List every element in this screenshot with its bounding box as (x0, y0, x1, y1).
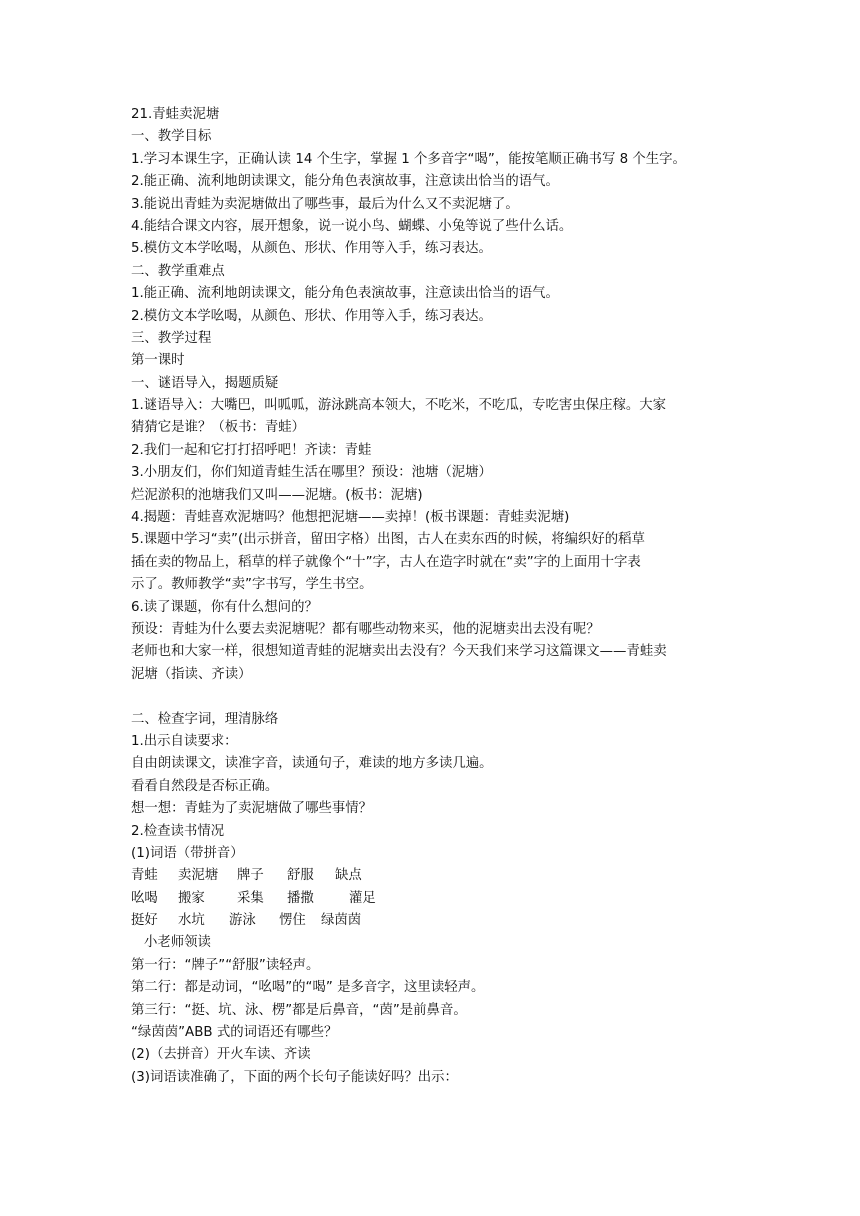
text-line: 看看自然段是否标正确。 (131, 778, 279, 794)
section-heading: 二、教学重难点 (131, 263, 225, 279)
text-line: 插在卖的物品上，稻草的样子就像个“十”字，古人在造字时就在“卖”字的上面用十字表 (131, 554, 641, 570)
document-page (131, 104, 741, 1089)
text-line: 预设：青蛙为什么要去卖泥塘呢？都有哪些动物来买，他的泥塘卖出去没有呢？ (131, 621, 600, 637)
text-line: 1.能正确、流利地朗读课文，能分角色表演故事，注意读出恰当的语气。 (131, 286, 559, 302)
word: 卖泥塘 (178, 868, 219, 884)
text-line: 1.学习本课生字，正确认读 14 个生字，掌握 1 个多音字“喝”，能按笔顺正确书写 8 个生字。 (131, 151, 686, 167)
word: 水坑 (178, 913, 205, 929)
text-line: 5.模仿文本学吆喝，从颜色、形状、作用等入手，练习表达。 (131, 241, 492, 257)
word: 绿茵茵 (321, 913, 362, 929)
word: 愣住 (279, 913, 306, 929)
word: 青蛙 (131, 868, 158, 884)
text-line: “绿茵茵”ABB 式的词语还有哪些？ (131, 1025, 338, 1041)
text-line: 猜猜它是谁？（板书：青蛙） (131, 420, 306, 436)
text-line: 5.课题中学习“卖”(出示拼音，留田字格）出图，古人在卖东西的时候，将编织好的稻草 (131, 532, 645, 548)
text-line: 示了。教师教学“卖”字书写，学生书空。 (131, 577, 373, 593)
text-line: 1.谜语导入：大嘴巴，叫呱呱，游泳跳高本领大，不吃米，不吃瓜，专吃害虫保庄稼。大家 (131, 398, 667, 414)
text-line: 老师也和大家一样，很想知道青蛙的泥塘卖出去没有？今天我们来学习这篇课文——青蛙卖 (131, 644, 667, 660)
text-line: 3.小朋友们，你们知道青蛙生活在哪里？预设：池塘（泥塘） (131, 465, 492, 481)
text-line: 小老师领读 (144, 935, 211, 951)
word: 灌足 (349, 890, 376, 906)
text-line: 第二行：都是动词，“吆喝”的“喝” 是多音字，这里读轻声。 (131, 980, 485, 996)
text-line: (1)词语（带拼音） (131, 845, 244, 861)
word: 吆喝 (131, 890, 158, 906)
text-line: 泥塘（指读、齐读） (131, 666, 252, 682)
text-line: 第一行：“牌子”“舒服”读轻声。 (131, 957, 320, 973)
word: 牌子 (237, 868, 264, 884)
word: 游泳 (229, 913, 256, 929)
text-line: 2.检查读书情况 (131, 823, 225, 839)
blank-line (131, 686, 741, 708)
text-line: 4.揭题：青蛙喜欢泥塘吗？他想把泥塘——卖掉！(板书课题：青蛙卖泥塘) (131, 510, 570, 526)
text-line: 4.能结合课文内容，展开想象，说一说小鸟、蝴蝶、小兔等说了些什么话。 (131, 218, 573, 234)
text-line: 想一想：青蛙为了卖泥塘做了哪些事情？ (131, 801, 373, 817)
section-heading: 三、教学过程 (131, 330, 212, 346)
subsection-heading: 第一课时 (131, 353, 185, 369)
text-line: 2.模仿文本学吆喝，从颜色、形状、作用等入手，练习表达。 (131, 308, 492, 324)
word-row (131, 865, 741, 887)
text-line: 2.能正确、流利地朗读课文，能分角色表演故事，注意读出恰当的语气。 (131, 174, 559, 190)
word: 缺点 (335, 868, 362, 884)
word: 采集 (237, 890, 264, 906)
text-line: 6.读了课题，你有什么想问的？ (131, 599, 318, 615)
text-line: (3)词语读准确了，下面的两个长句子能读好吗？出示： (131, 1069, 458, 1085)
text-line: 2.我们一起和它打打招呼吧！齐读：青蛙 (131, 442, 372, 458)
section-heading: 一、谜语导入，揭题质疑 (131, 375, 279, 391)
text-line: 1.出示自读要求： (131, 733, 238, 749)
text-line: 3.能说出青蛙为卖泥塘做出了哪些事，最后为什么又不卖泥塘了。 (131, 196, 519, 212)
word: 挺好 (131, 913, 158, 929)
lesson-title: 21.青蛙卖泥塘 (131, 107, 220, 122)
text-line: (2)（去拼音）开火车读、齐读 (131, 1047, 311, 1063)
word: 搬家 (178, 890, 205, 906)
word-row (131, 910, 741, 932)
text-line: 自由朗读课文，读准字音，读通句子，难读的地方多读几遍。 (131, 756, 493, 772)
word: 舒服 (287, 868, 314, 884)
text-line: 烂泥淤积的池塘我们又叫——泥塘。(板书：泥塘) (131, 487, 423, 503)
word-row (131, 888, 741, 910)
section-heading: 二、检查字词，理清脉络 (131, 711, 279, 727)
word: 播撒 (287, 890, 314, 906)
text-line: 第三行：“挺、坑、泳、楞”都是后鼻音，“茵”是前鼻音。 (131, 1002, 467, 1018)
section-heading: 一、教学目标 (131, 129, 212, 145)
